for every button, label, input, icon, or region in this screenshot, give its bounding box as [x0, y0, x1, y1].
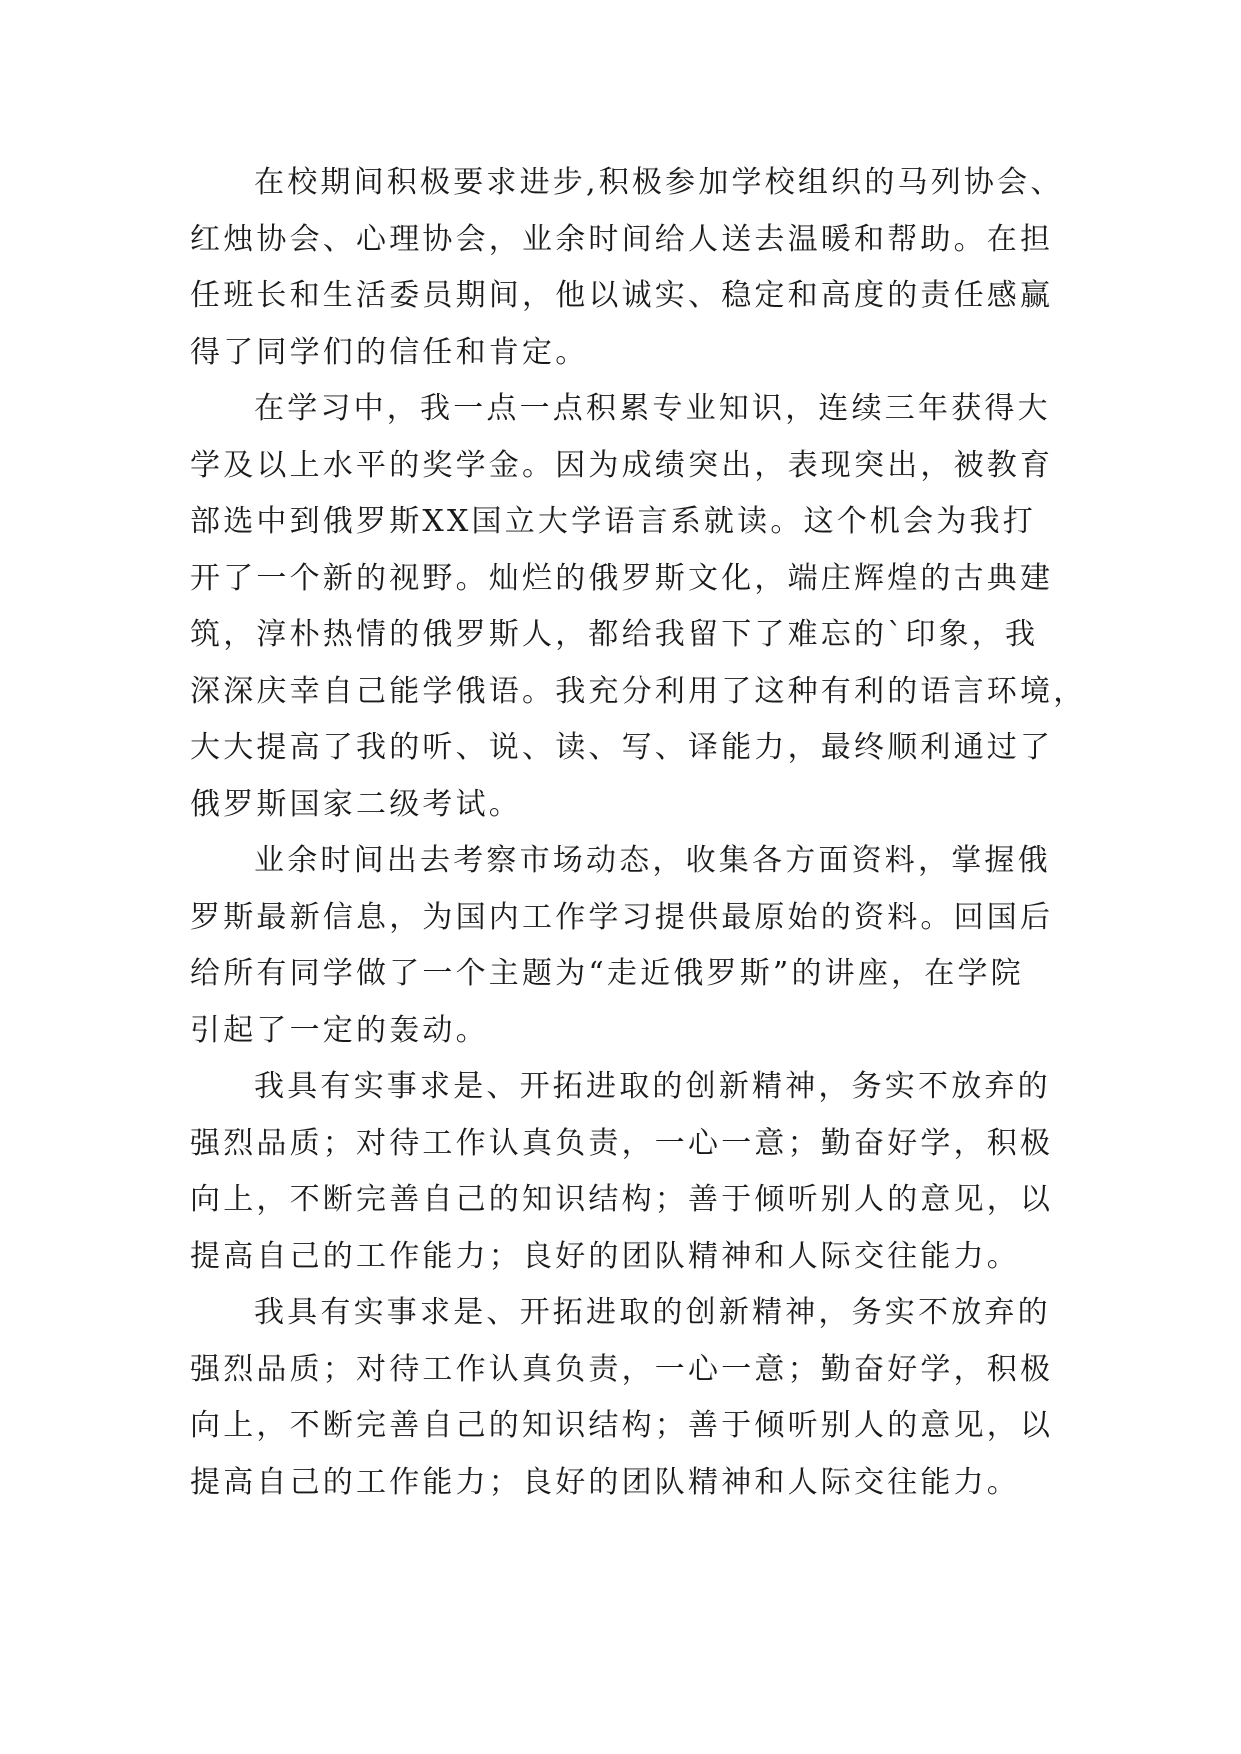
text-line: 强烈品质；对待工作认真负责，一心一意；勤奋好学，积极 [190, 1125, 1054, 1161]
text-line: 我具有实事求是、开拓进取的创新精神，务实不放弃的 [254, 1069, 1051, 1104]
text-line: 在校期间积极要求进步,积极参加学校组织的马列协会、 [254, 165, 1064, 200]
text-line: 向上，不断完善自己的知识结构；善于倾听别人的意见，以 [190, 1408, 1054, 1443]
text-line: 任班长和生活委员期间，他以诚实、稳定和高度的责任感赢 [190, 278, 1054, 313]
text-line: 提高自己的工作能力；良好的团队精神和人际交往能力。 [190, 1464, 1020, 1500]
paragraph [190, 1059, 1070, 1285]
text-line: 在学习中，我一点一点积累专业知识，连续三年获得大 [254, 391, 1051, 426]
text-line: 学及以上水平的奖学金。因为成绩突出，表现突出，被教育 [190, 447, 1054, 483]
text-line: 得了同学们的信任和肯定。 [190, 334, 589, 370]
text-line: 罗斯最新信息，为国内工作学习提供最原始的资料。回国后 [190, 899, 1054, 935]
text-line: 向上，不断完善自己的知识结构；善于倾听别人的意见，以 [190, 1182, 1054, 1217]
text-line: 强烈品质；对待工作认真负责，一心一意；勤奋好学，积极 [190, 1351, 1054, 1387]
paragraph [190, 833, 1070, 1059]
paragraph [190, 381, 1087, 833]
text-line: 筑，淳朴热情的俄罗斯人，都给我留下了难忘的`印象，我 [190, 617, 1039, 652]
text-line: 红烛协会、心理协会，业余时间给人送去温暖和帮助。在担 [190, 221, 1054, 257]
text-line: 引起了一定的轰动。 [190, 1012, 489, 1048]
text-line: 我具有实事求是、开拓进取的创新精神，务实不放弃的 [254, 1295, 1051, 1330]
text-line: 俄罗斯国家二级考试。 [190, 786, 522, 822]
text-line: 大大提高了我的听、说、读、写、译能力，最终顺利通过了 [190, 730, 1054, 765]
text-line: 部选中到俄罗斯XX国立大学语言系就读。这个机会为我打 [190, 504, 1036, 539]
text-line: 提高自己的工作能力；良好的团队精神和人际交往能力。 [190, 1238, 1020, 1274]
text-line: 业余时间出去考察市场动态，收集各方面资料，掌握俄 [254, 843, 1051, 878]
text-line: 开了一个新的视野。灿烂的俄罗斯文化，端庄辉煌的古典建 [190, 560, 1054, 596]
document-body [190, 155, 1087, 1511]
text-line: 给所有同学做了一个主题为“走近俄罗斯”的讲座，在学院 [190, 956, 1024, 991]
paragraph [190, 155, 1070, 381]
paragraph [190, 1285, 1070, 1511]
text-line: 深深庆幸自己能学俄语。我充分利用了这种有利的语言环境， [190, 673, 1087, 709]
